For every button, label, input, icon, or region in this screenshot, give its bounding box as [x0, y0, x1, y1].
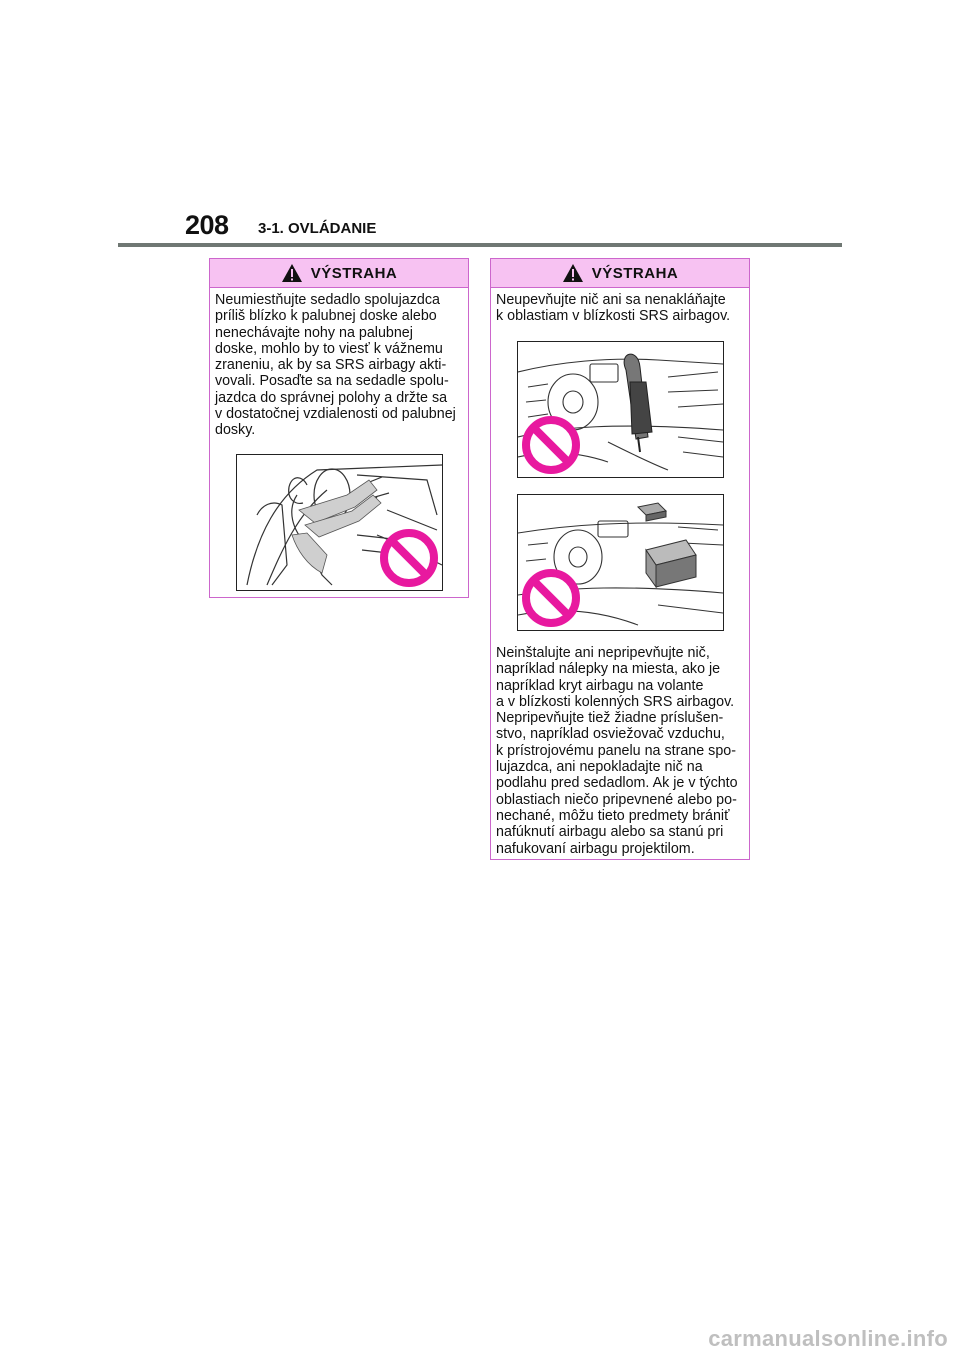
warning-triangle-icon — [281, 263, 303, 283]
watermark: carmanualsonline.info — [708, 1326, 948, 1351]
warning-text — [491, 288, 749, 325]
warning-paragraph: Neupevňujte nič ani sa nenakláňajte k oblastiam v blízkosti SRS airbagov. — [496, 292, 731, 325]
illustration-objects-on-dashboard — [517, 494, 724, 631]
warning-box-airbag-areas — [490, 258, 750, 860]
illustration-umbrella-on-dashboard — [517, 341, 724, 478]
page-number: 208 — [185, 210, 229, 240]
warning-header — [210, 259, 468, 288]
warning-paragraph: Neinštalujte ani nepripevňujte nič, napríklad nálepky na miesta, ako je napríklad kryt airbagu na volante a v blízkosti kolenných SRS airbagov. Nepripevňujte tiež žiadne príslušen- stvo, napríklad osviežovač vzduchu, k prístrojovému panelu na strane spo- lujazdca, ani nepokladajte nič na podlahu pred sedadlom. Ak je v týchto oblastiach niečo pripevnené alebo po- nechané, môžu tieto predmety brániť nafúknutí airbagu alebo sa stanú pri nafukovaní airbagu projektilom. — [496, 645, 738, 857]
warning-paragraph: Neumiestňujte sedadlo spolujazdca príliš blízko k palubnej doske alebo nenechávajte nohy na palubnej doske, mohlo by to viesť k vážnemu zraneniu, ak by sa SRS airbagy akti- vovali. Posaďte sa na sedadle spolu- jazdca do správnej polohy a držte sa v dostatočnej vzdialenosti od palubnej dosky. — [215, 292, 456, 439]
prohibition-sign-icon — [526, 573, 576, 623]
prohibition-sign-icon — [526, 420, 576, 470]
warning-triangle-icon — [562, 263, 584, 283]
warning-title: VÝSTRAHA — [591, 264, 679, 282]
warning-text-secondary — [491, 641, 743, 857]
prohibition-sign-icon — [384, 533, 434, 583]
warning-box-seat-position — [209, 258, 469, 598]
warning-title: VÝSTRAHA — [310, 264, 398, 282]
section-title: 3-1. OVLÁDANIE — [258, 220, 377, 237]
header-rule — [118, 243, 842, 247]
illustration-feet-on-dashboard — [236, 454, 443, 591]
warning-text — [210, 288, 468, 439]
warning-header — [491, 259, 749, 288]
